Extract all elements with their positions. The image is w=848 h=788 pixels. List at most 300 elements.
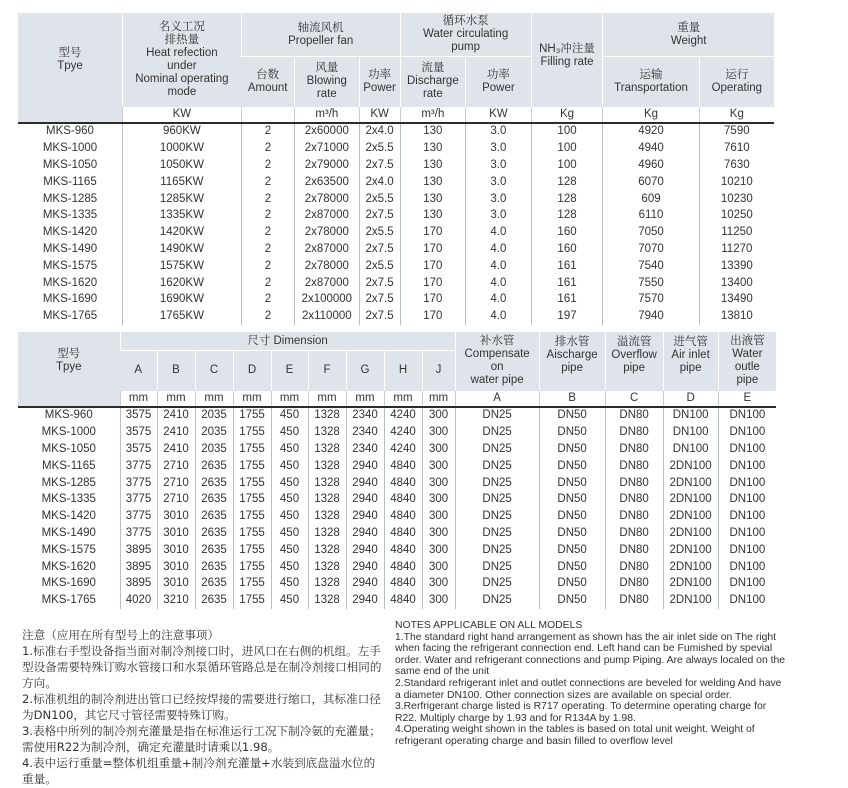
table-cell: 2940: [346, 491, 384, 508]
table-cell: 1755: [233, 441, 271, 458]
table-cell: 300: [422, 542, 455, 559]
table-cell: 2635: [195, 491, 233, 508]
table-cell: 1755: [233, 559, 271, 576]
table-cell: 4.0: [466, 224, 532, 241]
unit-cell: C: [605, 391, 663, 407]
unit-cell: Kg: [699, 107, 774, 123]
table-row: [18, 575, 776, 592]
table-cell: 2635: [195, 475, 233, 492]
table-cell: 128: [531, 207, 603, 224]
table-cell: 10210: [699, 174, 774, 191]
table-cell: 450: [271, 407, 308, 425]
table-cell: 1328: [308, 491, 346, 508]
amount-header: 台数 Amount: [241, 57, 294, 107]
table-row: [18, 157, 774, 174]
unit-cell: [18, 391, 120, 407]
table-cell: 4.0: [466, 241, 532, 258]
table-cell: DN100: [718, 559, 776, 576]
table-cell: 2x7.5: [359, 275, 400, 292]
table-cell: 170: [400, 258, 466, 275]
dimension-letter: B: [157, 351, 195, 391]
table-cell: 1328: [308, 424, 346, 441]
table-cell: 4920: [603, 123, 699, 141]
note-en-title: NOTES APPLICABLE ON ALL MODELS: [395, 620, 583, 631]
unit-cell: mm: [120, 391, 157, 407]
table-cell: 2940: [346, 575, 384, 592]
propeller-fan-header: 轴流风机 Propeller fan: [241, 13, 400, 57]
table-cell: 100: [531, 140, 603, 157]
unit-cell: mm: [308, 391, 346, 407]
table-cell: 4.0: [466, 291, 532, 308]
table-cell: 1690KW: [122, 291, 241, 308]
table-cell: DN25: [455, 424, 539, 441]
table-cell: 1765KW: [122, 308, 241, 325]
table-cell: MKS-1490: [42, 242, 98, 255]
table-cell: 300: [422, 575, 455, 592]
table-cell: 2940: [346, 525, 384, 542]
model-header: 型号 Tpye: [18, 13, 122, 107]
table-cell: 2940: [346, 592, 384, 609]
table-cell: MKS-1050: [41, 442, 96, 455]
unit-cell: mm: [384, 391, 422, 407]
table-cell: 2940: [346, 508, 384, 525]
table-cell: MKS-1765: [42, 310, 98, 323]
table-cell: DN80: [605, 559, 663, 576]
overflow-pipe-header: 溢流管 Overflow pipe: [605, 332, 663, 391]
table-cell: DN80: [605, 407, 663, 425]
table-cell: 2340: [346, 407, 384, 425]
unit-cell: mm: [422, 391, 455, 407]
table-cell: 130: [400, 140, 466, 157]
table-cell: 450: [271, 592, 308, 609]
table-cell: 161: [531, 291, 603, 308]
table-cell: 2DN100: [663, 542, 718, 559]
table-cell: 2: [241, 157, 294, 174]
table-cell: 7570: [603, 291, 699, 308]
table-cell: 1490KW: [122, 241, 241, 258]
table-cell: 2x71000: [295, 140, 360, 157]
table-cell: 170: [400, 241, 466, 258]
table-cell: DN25: [455, 508, 539, 525]
heat-rejection-header: 名义工况 排热量 Heat refection under Nominal operating mode: [122, 13, 241, 107]
table-cell: 197: [531, 308, 603, 325]
table-cell: 3010: [157, 575, 195, 592]
table-cell: 170: [400, 308, 466, 325]
table-cell: 3010: [157, 525, 195, 542]
table-cell: DN80: [605, 542, 663, 559]
discharge-rate-header: 流量 Discharge rate: [400, 57, 466, 107]
air-inlet-pipe-header: 进气管 Air inlet pipe: [663, 332, 718, 391]
table-cell: MKS-1575: [42, 259, 98, 272]
table-cell: 2: [241, 191, 294, 208]
unit-cell: KW: [359, 107, 400, 123]
table-cell: 2635: [195, 575, 233, 592]
table-cell: DN50: [539, 592, 605, 609]
table-cell: 1335KW: [122, 207, 241, 224]
blowing-rate-header: 风量 Blowing rate: [295, 57, 360, 107]
table-cell: 11270: [699, 241, 774, 258]
unit-cell: [241, 107, 294, 123]
performance-table-body: [18, 123, 774, 326]
table-cell: DN100: [718, 441, 776, 458]
table-cell: 2: [241, 224, 294, 241]
table-cell: 1050KW: [122, 157, 241, 174]
table-row: [18, 191, 774, 208]
table-cell: 2035: [195, 441, 233, 458]
table-cell: MKS-1690: [42, 293, 98, 306]
table-cell: 609: [603, 191, 699, 208]
table-cell: 3210: [157, 592, 195, 609]
table-cell: 3.0: [466, 174, 532, 191]
table-cell: 4940: [603, 140, 699, 157]
table-cell: DN80: [605, 441, 663, 458]
table-cell: 1755: [233, 542, 271, 559]
table-cell: 2410: [157, 441, 195, 458]
table-cell: 450: [271, 525, 308, 542]
table-cell: 160: [531, 241, 603, 258]
note-cn-title: 注意（应用在所有型号上的注意事项）: [22, 628, 220, 642]
notes-english: [395, 620, 790, 748]
table-cell: DN50: [539, 508, 605, 525]
table-cell: 300: [422, 592, 455, 609]
table-cell: MKS-1335: [41, 493, 96, 506]
fan-power-header: 功率 Power: [359, 57, 400, 107]
table-cell: 1755: [233, 575, 271, 592]
table-cell: 300: [422, 441, 455, 458]
filling-rate-header: NH₃冲注量 Filling rate: [531, 13, 603, 107]
table-cell: 1328: [308, 441, 346, 458]
table-cell: MKS-1050: [42, 158, 98, 171]
table-cell: 1328: [308, 542, 346, 559]
table-row: [18, 140, 774, 157]
notes-chinese: [22, 627, 382, 787]
table-cell: DN25: [455, 542, 539, 559]
table-cell: DN80: [605, 525, 663, 542]
table-cell: 2710: [157, 475, 195, 492]
table-cell: 300: [422, 424, 455, 441]
table-cell: 13810: [699, 308, 774, 325]
table-cell: 130: [400, 123, 466, 141]
table-cell: DN25: [455, 525, 539, 542]
table-cell: 2x100000: [295, 291, 360, 308]
table-cell: 130: [400, 207, 466, 224]
table-cell: 300: [422, 491, 455, 508]
table-cell: 2710: [157, 491, 195, 508]
table-cell: 4840: [384, 458, 422, 475]
table-cell: DN100: [718, 592, 776, 609]
table-cell: MKS-1335: [42, 209, 98, 222]
table-cell: 3.0: [466, 157, 532, 174]
unit-cell: KW: [122, 107, 241, 123]
unit-cell: D: [663, 391, 718, 407]
table-cell: 3775: [120, 525, 157, 542]
table-cell: 170: [400, 275, 466, 292]
table-cell: 2710: [157, 458, 195, 475]
note-cn-2: 2.标准机组的制冷剂进出管口已经按焊接的需要进行缩口，其标准口径为DN100，其它尺寸管径需要特殊订购。: [22, 692, 381, 722]
table-cell: 13390: [699, 258, 774, 275]
table-cell: DN25: [455, 559, 539, 576]
table-cell: 300: [422, 508, 455, 525]
table-cell: 130: [400, 157, 466, 174]
table-cell: 130: [400, 191, 466, 208]
table-row: [18, 542, 776, 559]
table-cell: 3775: [120, 458, 157, 475]
table-cell: MKS-1765: [41, 594, 96, 607]
table-cell: 2x7.5: [359, 157, 400, 174]
unit-cell: mm: [271, 391, 308, 407]
table-cell: 6070: [603, 174, 699, 191]
unit-cell: mm: [233, 391, 271, 407]
table-cell: 2x7.5: [359, 207, 400, 224]
table-cell: 4240: [384, 407, 422, 425]
table-cell: DN80: [605, 575, 663, 592]
table-cell: MKS-1165: [43, 175, 97, 188]
table-cell: 2DN100: [663, 491, 718, 508]
table-cell: 2: [241, 275, 294, 292]
unit-cell: m³/h: [400, 107, 466, 123]
table-cell: DN80: [605, 592, 663, 609]
table-cell: 3.0: [466, 207, 532, 224]
unit-cell: m³/h: [295, 107, 360, 123]
table-cell: 2DN100: [663, 508, 718, 525]
table-cell: 2x5.5: [359, 140, 400, 157]
dimension-header: 尺寸 Dimension: [120, 332, 455, 351]
table-cell: 1755: [233, 592, 271, 609]
table-cell: 1328: [308, 559, 346, 576]
table-cell: 4.0: [466, 275, 532, 292]
dimension-letter: D: [233, 351, 271, 391]
table-cell: 2x7.5: [359, 308, 400, 325]
table-cell: 4840: [384, 491, 422, 508]
table-cell: 2340: [346, 424, 384, 441]
note-cn-1: 1.标准右手型设备指当面对制冷剂接口时，进风口在右侧的机组。左手型设备需要特殊订购水管接口和水泵循环管路总是在制冷剂接口相同的方向。: [22, 644, 382, 690]
table-cell: 1755: [233, 424, 271, 441]
table-cell: 2340: [346, 441, 384, 458]
table-cell: MKS-1000: [41, 426, 96, 439]
table-cell: 3895: [120, 575, 157, 592]
table-row: [18, 224, 774, 241]
table-cell: 2x7.5: [359, 241, 400, 258]
table-cell: 1328: [308, 407, 346, 425]
table-cell: 7070: [603, 241, 699, 258]
table-cell: DN80: [605, 508, 663, 525]
table-cell: DN100: [718, 424, 776, 441]
table-cell: 3.0: [466, 191, 532, 208]
dimension-letter: F: [308, 351, 346, 391]
table-cell: 100: [531, 157, 603, 174]
table-cell: MKS-1420: [42, 226, 98, 239]
table-cell: 2410: [157, 407, 195, 425]
table-cell: 1328: [308, 575, 346, 592]
table-cell: 161: [531, 275, 603, 292]
table-cell: DN100: [718, 575, 776, 592]
table-cell: DN100: [718, 542, 776, 559]
table-cell: 2DN100: [663, 525, 718, 542]
table-cell: DN100: [718, 407, 776, 425]
note-en-2: 2.Standard refrigerant inlet and outlet connections are beveled for welding And have a diameter DN100. Other connection sizes are available on special order.: [395, 677, 782, 701]
table-row: [18, 241, 774, 258]
table-row: [18, 508, 776, 525]
table-cell: 1328: [308, 592, 346, 609]
table-cell: 2DN100: [663, 458, 718, 475]
table-cell: DN50: [539, 559, 605, 576]
table-row: [18, 424, 776, 441]
table-cell: 4840: [384, 475, 422, 492]
table-cell: 2635: [195, 458, 233, 475]
table-cell: 3010: [157, 542, 195, 559]
table-cell: MKS-1575: [41, 543, 96, 556]
table-cell: 161: [531, 258, 603, 275]
table-cell: 4240: [384, 441, 422, 458]
table-cell: 7940: [603, 308, 699, 325]
table-cell: 300: [422, 559, 455, 576]
table-cell: DN50: [539, 407, 605, 425]
table-cell: 450: [271, 458, 308, 475]
table-cell: 300: [422, 458, 455, 475]
table-cell: 2635: [195, 592, 233, 609]
table-cell: 7630: [699, 157, 774, 174]
table-cell: DN25: [455, 575, 539, 592]
table-cell: 4840: [384, 592, 422, 609]
table-cell: 2940: [346, 475, 384, 492]
table-cell: 170: [400, 224, 466, 241]
table-cell: 2x79000: [295, 157, 360, 174]
discharge-pipe-header: 排水管 Aischarge pipe: [539, 332, 605, 391]
table-cell: 3575: [120, 407, 157, 425]
table-cell: 2410: [157, 424, 195, 441]
table-cell: 2940: [346, 458, 384, 475]
unit-cell: B: [539, 391, 605, 407]
unit-cell: mm: [195, 391, 233, 407]
dimension-table-body: [18, 407, 776, 610]
note-en-1: 1.The standard right hand arrangement as shown has the air inlet side on The right when facing the refrigerant connection end. Left hand can be Fumished by spevial order. Water and refrigerant connections and pump Piping. Are always localed on the same end of the unit: [395, 631, 786, 678]
table-cell: DN50: [539, 491, 605, 508]
table-cell: 2635: [195, 525, 233, 542]
table-cell: 2x110000: [295, 308, 360, 325]
table-cell: DN25: [455, 592, 539, 609]
table-cell: 2x5.5: [359, 224, 400, 241]
table-cell: DN25: [455, 491, 539, 508]
table-cell: 2635: [195, 508, 233, 525]
table-cell: 2635: [195, 542, 233, 559]
water-outlet-pipe-header: 出液管 Water outle pipe: [718, 332, 776, 391]
table-row: [18, 308, 774, 325]
unit-cell: KW: [466, 107, 532, 123]
table-cell: 1755: [233, 407, 271, 425]
note-en-3: 3.Rerfrigerant charge listed is R717 operating. To determine operating charge for R22. Multiply charge by 1.93 and for R134A by 1.98.: [395, 701, 767, 724]
table-row: [18, 174, 774, 191]
table-cell: MKS-1285: [42, 192, 98, 205]
table-cell: 2x4.0: [359, 174, 400, 191]
table-cell: 7590: [699, 123, 774, 141]
table-cell: 4240: [384, 424, 422, 441]
table-cell: 300: [422, 475, 455, 492]
table-cell: 2: [241, 308, 294, 325]
table-cell: 2035: [195, 424, 233, 441]
table-cell: 2940: [346, 542, 384, 559]
table-cell: 3.0: [466, 123, 532, 141]
table-cell: 2x87000: [295, 207, 360, 224]
table-cell: DN100: [718, 475, 776, 492]
table-cell: DN100: [663, 407, 718, 425]
table-cell: 1755: [233, 508, 271, 525]
table-row: [18, 592, 776, 609]
table-cell: 3010: [157, 508, 195, 525]
table-cell: 2940: [346, 559, 384, 576]
table-row: [18, 491, 776, 508]
table-cell: 450: [271, 575, 308, 592]
table-cell: 1420KW: [122, 224, 241, 241]
table-cell: 450: [271, 542, 308, 559]
table-cell: 450: [271, 491, 308, 508]
table-cell: 300: [422, 407, 455, 425]
table-cell: DN100: [663, 424, 718, 441]
table-cell: 4.0: [466, 258, 532, 275]
table-cell: 2DN100: [663, 559, 718, 576]
table-row: [18, 441, 776, 458]
table-cell: 450: [271, 508, 308, 525]
table-cell: 128: [531, 174, 603, 191]
table-cell: 3.0: [466, 140, 532, 157]
note-en-4: 4.Operating weight shown in the tables is based on total unit weight. Weight of refrigerant operating charge and basin filled to overflow level: [395, 724, 755, 747]
table-cell: 4840: [384, 525, 422, 542]
table-cell: DN50: [539, 475, 605, 492]
table-cell: 2x5.5: [359, 258, 400, 275]
table-cell: 450: [271, 475, 308, 492]
table-row: [18, 407, 776, 425]
table-cell: 13400: [699, 275, 774, 292]
table-row: [18, 275, 774, 292]
table-cell: DN80: [605, 475, 663, 492]
dimension-letter: G: [346, 351, 384, 391]
table-cell: DN100: [718, 525, 776, 542]
table-cell: 2: [241, 241, 294, 258]
table-cell: DN50: [539, 441, 605, 458]
table-cell: 160: [531, 224, 603, 241]
dimension-table: [18, 331, 776, 609]
table-cell: DN25: [455, 441, 539, 458]
table-cell: 1285KW: [122, 191, 241, 208]
table-cell: 3575: [120, 441, 157, 458]
table-cell: 1755: [233, 491, 271, 508]
table-cell: DN100: [718, 491, 776, 508]
table-row: [18, 475, 776, 492]
table-cell: 1328: [308, 458, 346, 475]
table-cell: 2x78000: [295, 224, 360, 241]
table-cell: 3775: [120, 475, 157, 492]
units-row: [18, 107, 774, 123]
table-cell: DN25: [455, 475, 539, 492]
table-cell: 10250: [699, 207, 774, 224]
table-cell: 960KW: [122, 123, 241, 141]
table-cell: 2: [241, 174, 294, 191]
table-cell: MKS-1690: [41, 577, 96, 590]
table-cell: 6110: [603, 207, 699, 224]
operating-header: 运行 Operating: [699, 57, 774, 107]
table-cell: 7540: [603, 258, 699, 275]
table-cell: 7610: [699, 140, 774, 157]
table-cell: 2x87000: [295, 275, 360, 292]
table-cell: 3895: [120, 559, 157, 576]
table-cell: MKS-960: [46, 125, 94, 138]
table-cell: MKS-1000: [42, 142, 98, 155]
table-cell: 4020: [120, 592, 157, 609]
table-row: [18, 559, 776, 576]
table-cell: DN80: [605, 424, 663, 441]
transportation-header: 运输 Transportation: [603, 57, 699, 107]
table-cell: MKS-1165: [42, 459, 96, 472]
table-cell: 4840: [384, 559, 422, 576]
